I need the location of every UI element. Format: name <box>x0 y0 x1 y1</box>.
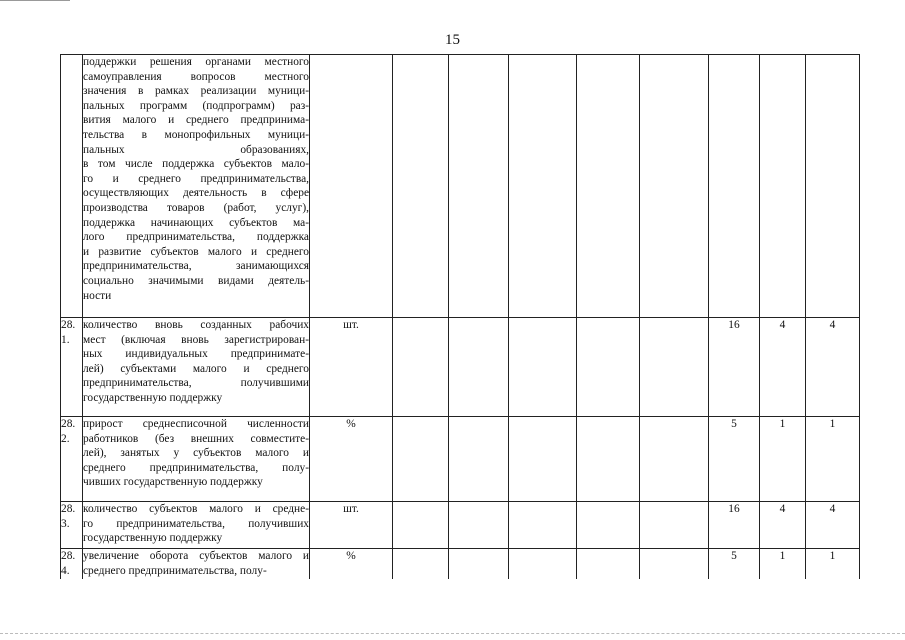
value-cell-v2: 1 <box>760 417 806 502</box>
description-line: осуществляющих деятельность в сфере <box>83 187 309 200</box>
empty-cell <box>640 502 709 549</box>
indicator-description <box>83 55 310 318</box>
value-cell-v2: 1 <box>760 549 806 580</box>
table-row <box>61 417 860 502</box>
description-line: количество субъектов малого и средне- <box>83 503 309 515</box>
page-bottom-edge <box>0 633 905 635</box>
row-number: 28. 2. <box>61 417 83 502</box>
empty-cell <box>577 55 640 318</box>
description-line: ности <box>83 289 112 302</box>
empty-cell <box>640 55 709 318</box>
empty-cell <box>509 549 577 580</box>
empty-cell <box>449 417 509 502</box>
value-cell-v3: 4 <box>806 318 860 417</box>
row-number <box>61 55 83 318</box>
empty-cell <box>449 549 509 580</box>
indicator-description <box>83 318 310 417</box>
row-number: 28. 3. <box>61 502 83 549</box>
unit-of-measure: % <box>310 417 393 502</box>
empty-cell <box>509 55 577 318</box>
description-line: прирост среднесписочной численности <box>83 418 309 430</box>
value-cell-v1: 5 <box>709 549 760 580</box>
empty-cell <box>449 55 509 318</box>
value-cell-v3: 1 <box>806 417 860 502</box>
value-cell-v2 <box>760 55 806 318</box>
description-line: количество вновь созданных рабочих <box>83 319 309 331</box>
empty-cell <box>393 502 449 549</box>
unit-of-measure: шт. <box>310 318 393 417</box>
description-line: социально значимыми видами деятель- <box>83 274 309 287</box>
empty-cell <box>449 318 509 417</box>
description-line: пальных программ (подпрограмм) раз- <box>83 99 309 112</box>
description-line: среднего предпринимательства, полу- <box>83 461 309 474</box>
description-line: поддержка начинающих субъектов ма- <box>83 216 309 229</box>
description-line: значения в рамках реализации муници- <box>83 85 309 98</box>
page-number: 15 <box>445 32 460 48</box>
description-line: самоуправления вопросов местного <box>83 70 309 83</box>
empty-cell <box>640 417 709 502</box>
indicator-description <box>83 549 310 580</box>
empty-cell <box>577 318 640 417</box>
indicator-description <box>83 502 310 549</box>
empty-cell <box>577 549 640 580</box>
value-cell-v2: 4 <box>760 502 806 549</box>
description-line: и развитие субъектов малого и среднего <box>83 245 309 258</box>
empty-cell <box>577 502 640 549</box>
description-line: предпринимательства, занимающихся <box>83 260 309 273</box>
description-line: лей), занятых у субъектов малого и <box>83 447 309 460</box>
value-cell-v1: 16 <box>709 502 760 549</box>
empty-cell <box>449 502 509 549</box>
unit-of-measure: % <box>310 549 393 580</box>
unit-of-measure <box>310 55 393 318</box>
empty-cell <box>393 417 449 502</box>
description-line: тельства в монопрофильных муници- <box>83 128 309 141</box>
value-cell-v3 <box>806 55 860 318</box>
value-cell-v3: 1 <box>806 549 860 580</box>
description-line: работников (без внешних совместите- <box>83 432 309 445</box>
description-line: го и среднего предпринимательства, <box>83 172 309 185</box>
description-line: пальных образованиях, <box>83 143 309 156</box>
description-line: чивших государственную поддержку <box>83 476 263 489</box>
empty-cell <box>640 318 709 417</box>
value-cell-v2: 4 <box>760 318 806 417</box>
description-line: ных индивидуальных предпринимате- <box>83 348 309 361</box>
description-line: государственную поддержку <box>83 532 223 545</box>
empty-cell <box>509 417 577 502</box>
value-cell-v1: 5 <box>709 417 760 502</box>
table-row <box>61 502 860 549</box>
scan-edge-mark <box>0 0 70 1</box>
description-line: лого предпринимательства, поддержка <box>83 231 309 244</box>
description-line: вития малого и среднего предпринима- <box>83 114 309 127</box>
row-number: 28. 4. <box>61 549 83 580</box>
description-line: среднего предпринимательства, полу- <box>83 564 267 577</box>
value-cell-v3: 4 <box>806 502 860 549</box>
table-row <box>61 549 860 580</box>
description-line: го предпринимательства, получивших <box>83 517 309 530</box>
empty-cell <box>393 55 449 318</box>
description-line: предпринимательства, получившими <box>83 377 309 390</box>
description-line: мест (включая вновь зарегистрирован- <box>83 333 309 346</box>
empty-cell <box>509 502 577 549</box>
empty-cell <box>509 318 577 417</box>
empty-cell <box>640 549 709 580</box>
description-line: лей) субъектами малого и среднего <box>83 362 309 375</box>
description-line: увеличение оборота субъектов малого и <box>83 550 309 562</box>
description-line: производства товаров (работ, услуг), <box>83 201 309 214</box>
indicator-description <box>83 417 310 502</box>
value-cell-v1: 16 <box>709 318 760 417</box>
empty-cell <box>577 417 640 502</box>
unit-of-measure: шт. <box>310 502 393 549</box>
empty-cell <box>393 549 449 580</box>
table-row <box>61 55 860 318</box>
description-line: государственную поддержку <box>83 391 223 404</box>
description-line: в том числе поддержка субъектов мало- <box>83 158 309 171</box>
table-row <box>61 318 860 417</box>
empty-cell <box>393 318 449 417</box>
description-line: поддержки решения органами местного <box>83 56 309 68</box>
indicators-table <box>60 54 860 579</box>
value-cell-v1 <box>709 55 760 318</box>
row-number: 28. 1. <box>61 318 83 417</box>
